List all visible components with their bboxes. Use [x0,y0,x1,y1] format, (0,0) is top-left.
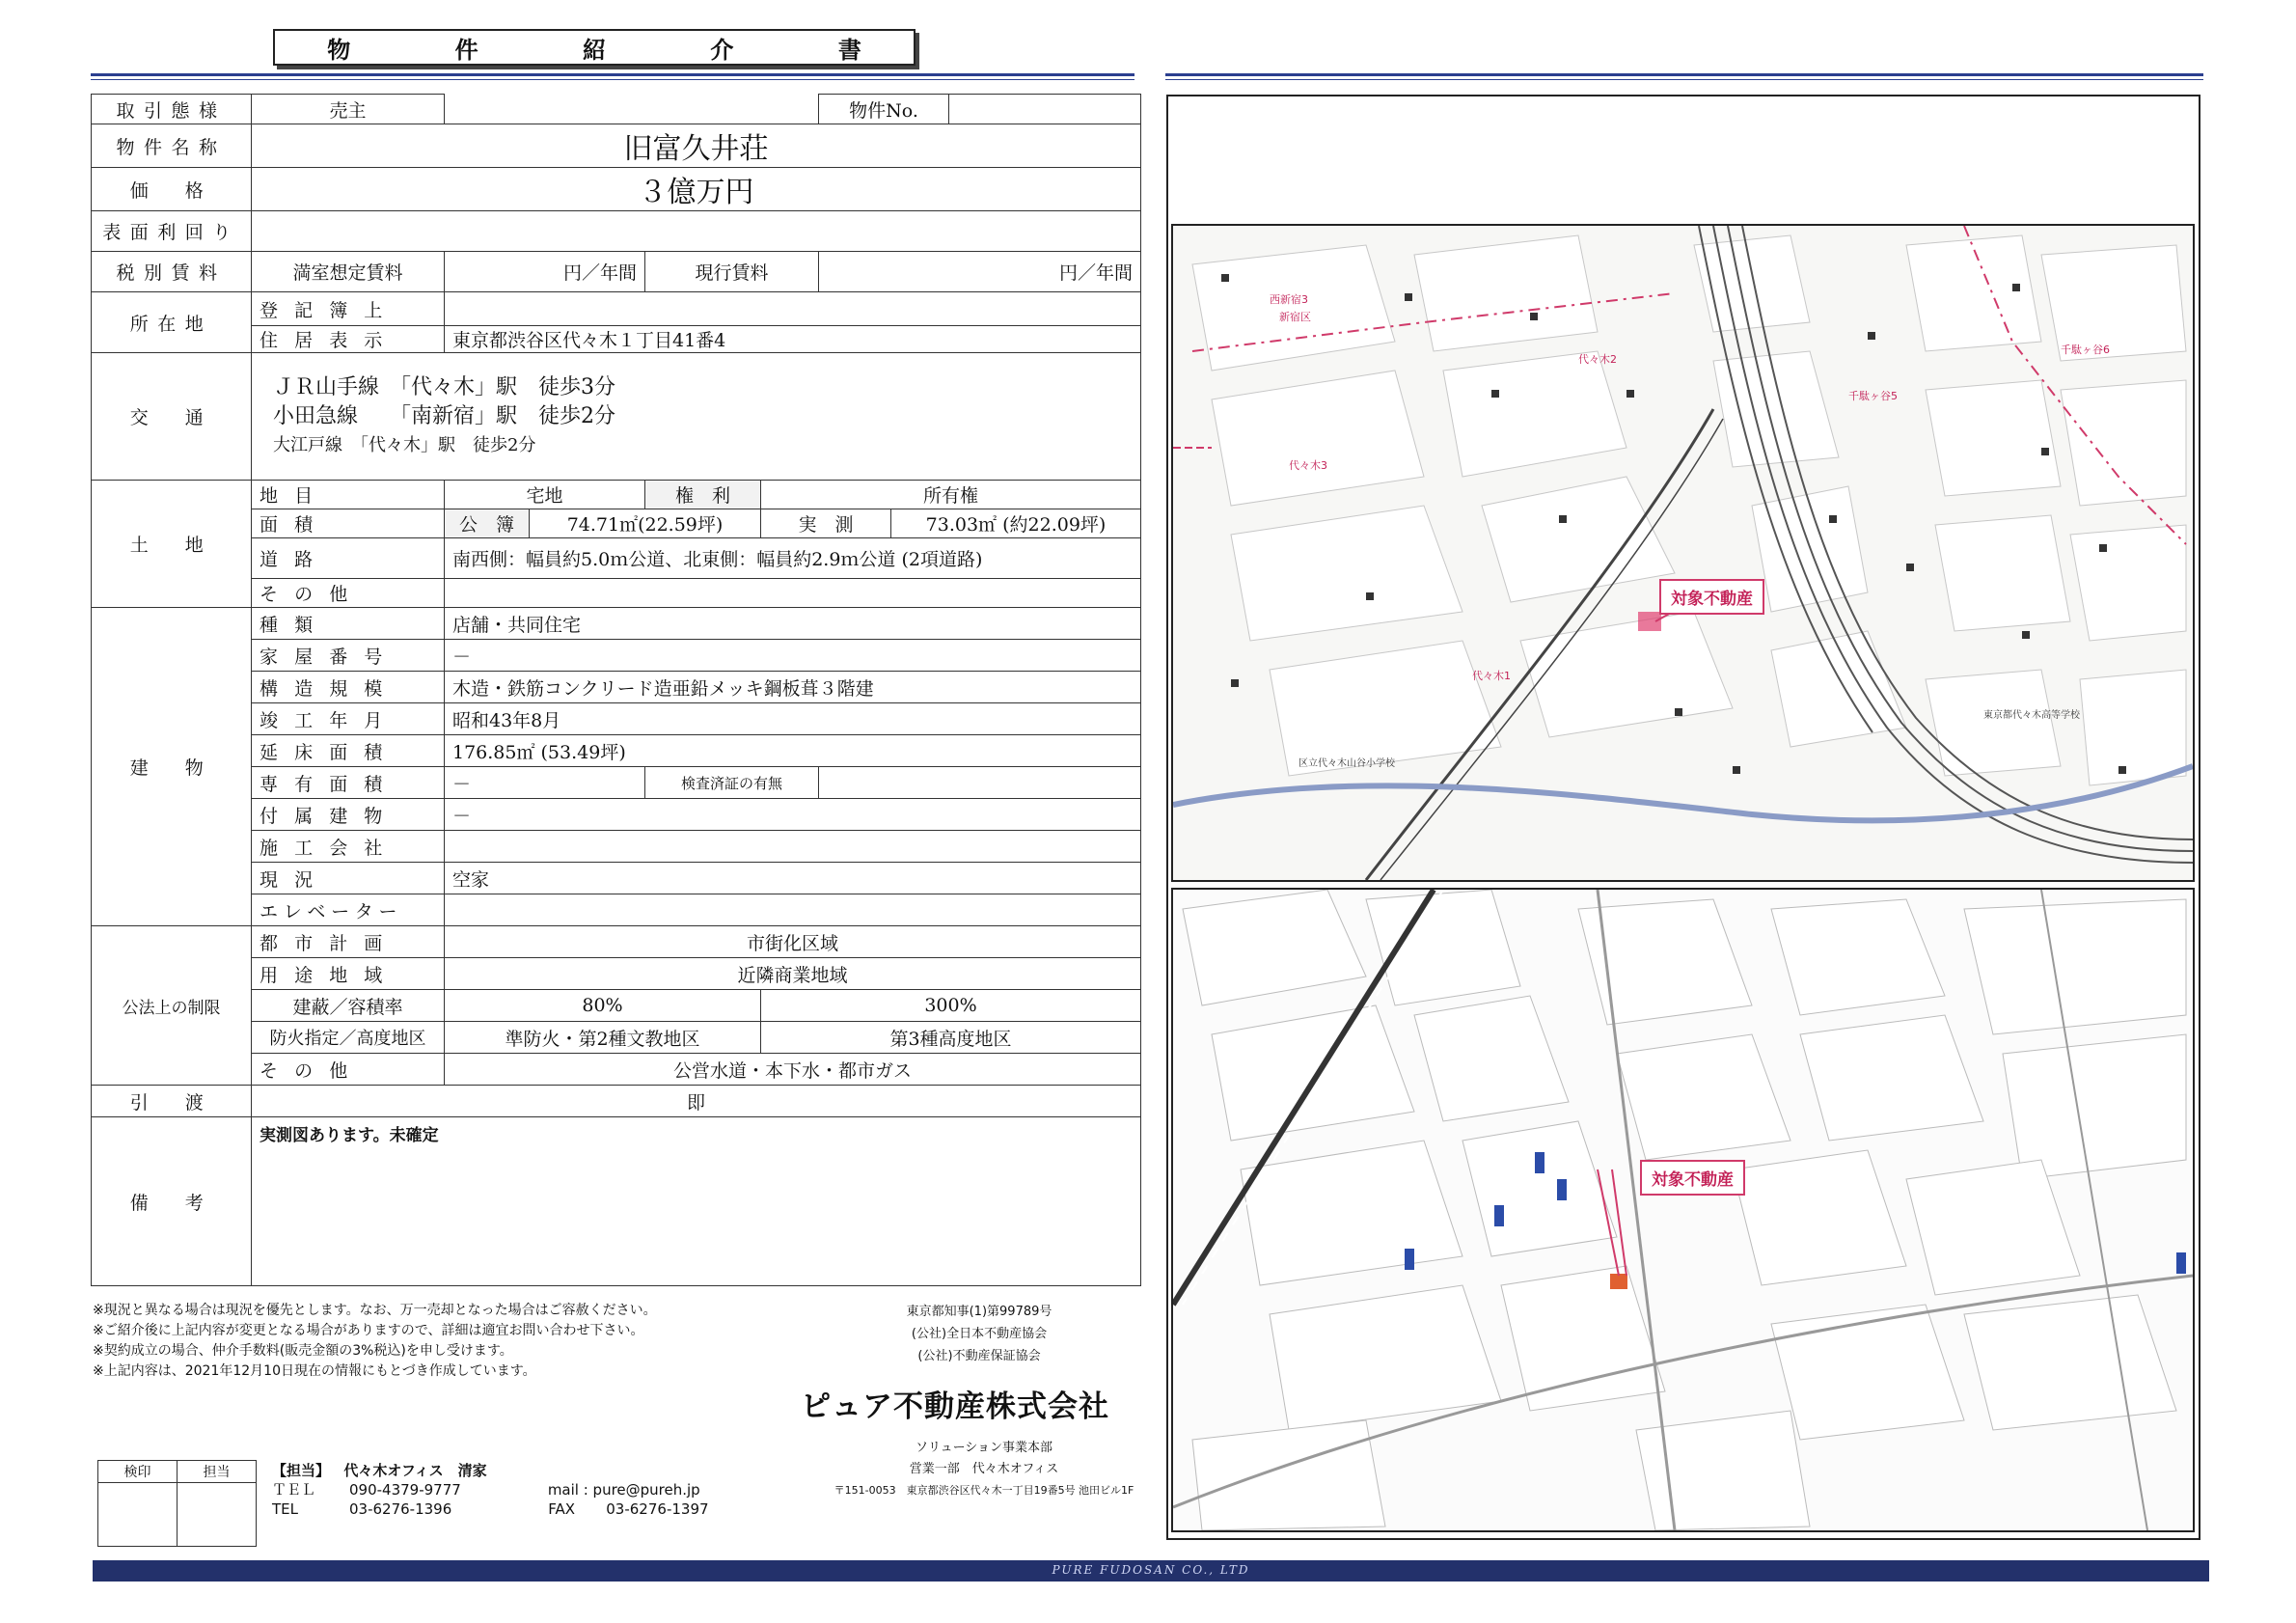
document-title [273,29,916,66]
public-label: 公 簿 [445,509,530,538]
land-other-value [445,579,1141,608]
note-line: ※現況と異なる場合は現況を優先とします。なお、万一売却となった場合はご容赦ください。 [93,1303,657,1318]
map-label: 代々木2 [1578,353,1617,366]
b-inspection-label: 検査済証の有無 [645,767,819,799]
map-label: 新宿区 [1279,311,1311,323]
contact-block [272,1461,709,1519]
tel-label: ＴＥＬ [272,1481,316,1499]
land-other-label: その他 [252,579,445,608]
land-category-label: 地目 [252,481,445,509]
company-info [791,1438,1177,1501]
tel2-label: TEL [272,1500,298,1518]
tel-mobile[interactable]: 090-4379-9777 [349,1481,461,1499]
detail-map[interactable] [1171,888,2195,1532]
remarks-label: 備 考 [92,1117,252,1286]
ratio-label: 建蔽／容積率 [252,990,445,1022]
b-elevator-label: エレベーター [252,894,445,926]
b-elevator-value [445,894,1141,926]
ratio-cover: 80% [445,990,761,1022]
yield-label: 表面利回り [92,211,252,252]
property-no-label: 物件No. [819,95,949,124]
company-name: ピュア不動産株式会社 [801,1389,1109,1424]
location-label: 所在地 [92,292,252,353]
b-status-value: 空家 [445,863,1141,894]
footer-text: PURE FUDOSAN CO., LTD [1052,1563,1250,1577]
tel-office[interactable]: 03-6276-1396 [349,1500,452,1518]
price-value: ３億万円 [252,168,1141,211]
b-floor-label: 延床面積 [252,735,445,767]
address-value: 東京都渋谷区代々木１丁目41番4 [445,326,1141,353]
remarks-value: 実測図あります。未確定 [252,1117,1141,1286]
b-built-label: 竣工年月 [252,703,445,735]
stamp-label-left: 検印 [98,1461,178,1483]
license-line: 東京都知事(1)第99789号 [906,1305,1052,1319]
b-builder-value [445,831,1141,863]
b-house-no-value: － [445,640,1141,672]
note-line: ※ご紹介後に上記内容が変更となる場合がありますので、詳細は適宜お問い合わせ下さい。 [93,1323,644,1338]
rights-label: 権 利 [645,481,761,509]
map-label: 西新宿3 [1270,293,1308,306]
stamp-box-right [178,1483,257,1547]
handover-value: 即 [252,1086,1141,1117]
law-other-label: その他 [252,1054,445,1086]
property-sheet [91,94,1141,1286]
company-division: ソリューション事業本部 [915,1441,1053,1455]
rights-value: 所有権 [761,481,1141,509]
road-label: 道路 [252,538,445,579]
map-label: 代々木1 [1472,670,1511,682]
b-house-no-label: 家屋番号 [252,640,445,672]
law-label: 公法上の制限 [92,926,252,1086]
license-block [868,1301,1090,1367]
address-label: 住居表示 [252,326,445,353]
title-char: 介 [710,35,734,64]
stamp-box-left [98,1483,178,1547]
header-rule-left-thin [91,79,1134,80]
fire-value: 準防火・第2種文教地区 [445,1022,761,1054]
area-map-graphic [1173,226,2193,880]
zoning-label: 用途地域 [252,958,445,990]
access-line-2: 小田急線 「南新宿」駅 徒歩2分 [273,403,615,428]
registry-label: 登記簿上 [252,292,445,326]
land-label: 土 地 [92,481,252,608]
building-label: 建 物 [92,608,252,926]
fax: 03-6276-1397 [606,1500,709,1518]
b-floor-value: 176.85㎡ (53.49坪) [445,735,1141,767]
rent-full-unit: 円／年間 [445,252,645,292]
detail-map-graphic [1173,890,2193,1530]
b-private-value: － [445,767,645,799]
yield-value [252,211,1141,252]
license-line: (公社)全日本不動産協会 [911,1327,1048,1341]
name-label: 物件名称 [92,124,252,168]
b-structure-label: 構造規模 [252,672,445,703]
area-label: 面積 [252,509,445,538]
property-no-value [949,95,1141,124]
map-label: 東京都代々木高等学校 [1983,710,2080,721]
public-value: 74.71㎡(22.59坪) [530,509,761,538]
b-built-value: 昭和43年8月 [445,703,1141,735]
target-marker: 対象不動産 [1659,579,1764,615]
map-label: 区立代々木山谷小学校 [1298,758,1395,769]
height-value: 第3種高度地区 [761,1022,1141,1054]
b-status-label: 現況 [252,863,445,894]
stamp-label-right: 担当 [178,1461,257,1483]
rent-full-label: 満室想定賃料 [252,252,445,292]
notes [93,1301,787,1382]
price-label: 価 格 [92,168,252,211]
ratio-floor: 300% [761,990,1141,1022]
header-rule-right [1165,73,2203,76]
title-char: 書 [837,35,861,64]
rent-current-unit: 円／年間 [819,252,1141,292]
registry-value [445,292,1141,326]
mail[interactable]: mail : pure@pureh.jp [547,1481,700,1499]
measured-label: 実 測 [761,509,891,538]
area-map[interactable] [1171,224,2195,882]
b-builder-label: 施工会社 [252,831,445,863]
city-plan-label: 都市計画 [252,926,445,958]
company-address: 〒151-0053 東京都渋谷区代々木一丁目19番5号 池田ビル1F [834,1484,1134,1497]
b-annex-label: 付属建物 [252,799,445,831]
law-other-value: 公営水道・本下水・都市ガス [445,1054,1141,1086]
note-line: ※契約成立の場合、仲介手数料(販売金額の3%税込)を申し受けます。 [93,1343,513,1359]
map-label: 千駄ヶ谷6 [2061,344,2110,356]
contact-person: 代々木オフィス 清家 [343,1462,487,1479]
note-line: ※上記内容は、2021年12月10日現在の情報にもとづき作成しています。 [93,1363,536,1379]
fax-label: FAX [548,1500,576,1518]
rent-current-label: 現行賃料 [645,252,819,292]
b-private-label: 専有面積 [252,767,445,799]
company-office: 営業一部 代々木オフィス [909,1462,1059,1476]
title-char: 紹 [583,35,607,64]
header-rule-right-thin [1165,79,2203,80]
road-value: 南西側：幅員約5.0ｍ公道、北東側：幅員約2.9ｍ公道 (2項道路) [445,538,1141,579]
b-structure-value: 木造・鉄筋コンクリード造亜鉛メッキ鋼板葺３階建 [445,672,1141,703]
handover-label: 引 渡 [92,1086,252,1117]
transaction-label: 取引態様 [92,95,252,124]
contact-heading: 【担当】 [272,1462,331,1479]
name-value: 旧富久井荘 [252,124,1141,168]
title-char: 物 [327,35,351,64]
b-type-value: 店舗・共同住宅 [445,608,1141,640]
access-line-1: ＪＲ山手線 「代々木」駅 徒歩3分 [273,374,615,399]
header-rule-left [91,73,1134,76]
b-inspection-value [819,767,1141,799]
access-label: 交 通 [92,353,252,481]
license-line: (公社)不動産保証協会 [917,1349,1041,1363]
map-label: 代々木3 [1289,459,1327,472]
land-category-value: 宅地 [445,481,645,509]
fire-label: 防火指定／高度地区 [252,1022,445,1054]
rent-label: 税別賃料 [92,252,252,292]
access-line-3: 大江戸線 「代々木」駅 徒歩2分 [273,434,536,455]
measured-value: 73.03㎡ (約22.09坪) [891,509,1141,538]
footer-bar [93,1560,2209,1582]
title-char: 件 [454,35,478,64]
stamp-boxes [97,1460,257,1547]
b-type-label: 種類 [252,608,445,640]
zoning-value: 近隣商業地域 [445,958,1141,990]
city-plan-value: 市街化区域 [445,926,1141,958]
transaction-value: 売主 [252,95,445,124]
target-marker-detail: 対象不動産 [1640,1160,1745,1196]
map-label: 千駄ヶ谷5 [1848,390,1898,402]
b-annex-value: － [445,799,1141,831]
